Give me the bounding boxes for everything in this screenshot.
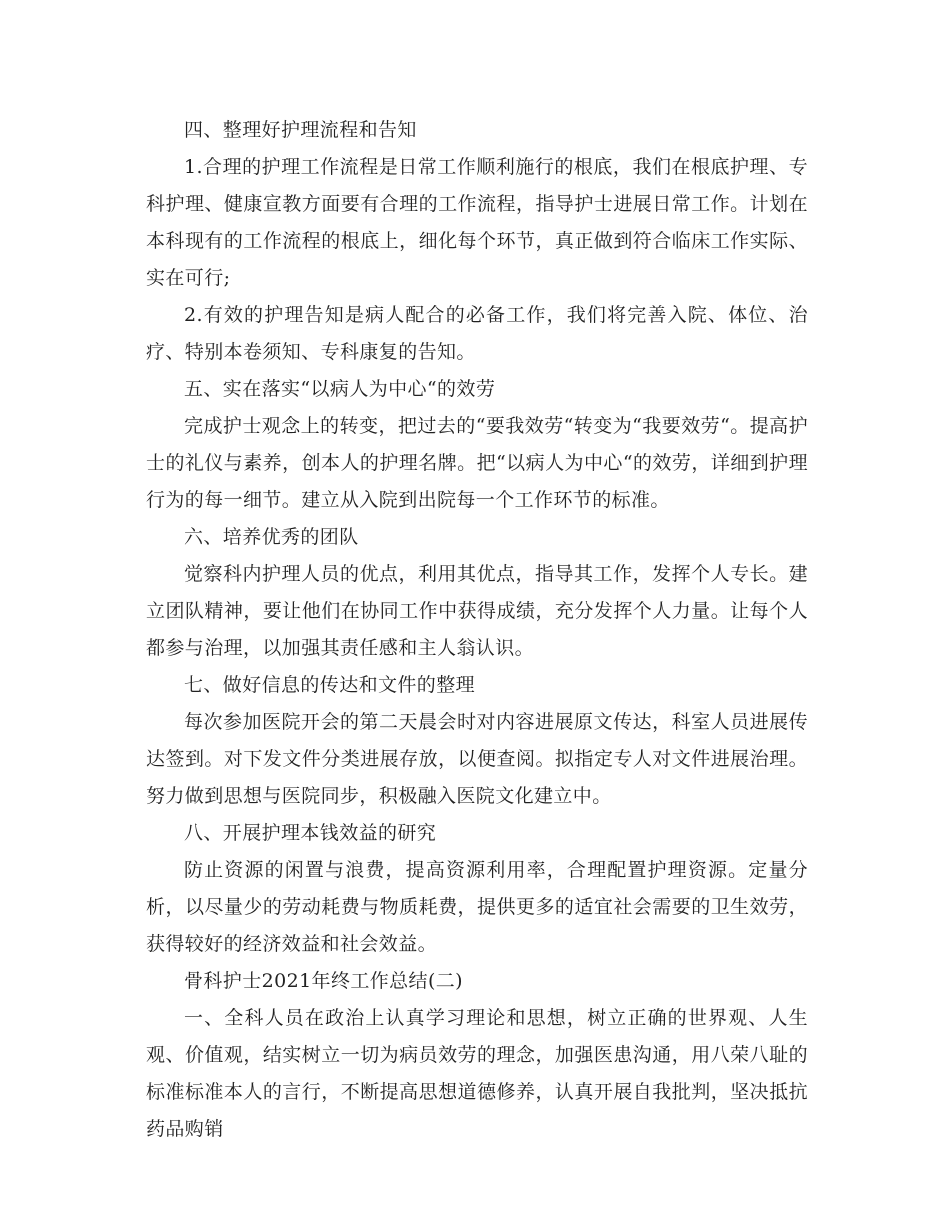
document-subtitle: 骨科护士2021年终工作总结(二) bbox=[184, 970, 463, 992]
document-body bbox=[146, 112, 808, 1148]
paragraph: 完成护士观念上的转变，把过去的“要我效劳“转变为“我要效劳“。提高护士的礼仪与素养，创本人的护理名牌。把“以病人为中心“的效劳，详细到护理行为的每一细节。建立从入院到出院每一个工作环节的标准。 bbox=[146, 415, 808, 511]
section-heading-6: 六、培养优秀的团队 bbox=[184, 526, 359, 548]
section-heading-8: 八、开展护理本钱效益的研究 bbox=[184, 822, 437, 844]
paragraph: 每次参加医院开会的第二天晨会时对内容进展原文传达，科室人员进展传达签到。对下发文件分类进展存放，以便查阅。拟指定专人对文件进展治理。努力做到思想与医院同步，积极融入医院文化建立中。 bbox=[146, 711, 808, 807]
section-heading-4: 四、整理好护理流程和告知 bbox=[184, 119, 417, 141]
paragraph: 2.有效的护理告知是病人配合的必备工作，我们将完善入院、体位、治疗、特别本卷须知、专科康复的告知。 bbox=[146, 304, 808, 363]
paragraph: 防止资源的闲置与浪费，提高资源利用率，合理配置护理资源。定量分析，以尽量少的劳动耗费与物质耗费，提供更多的适宜社会需要的卫生效劳，获得较好的经济效益和社会效益。 bbox=[146, 859, 808, 955]
section-heading-5: 五、实在落实“以病人为中心“的效劳 bbox=[184, 378, 496, 400]
paragraph: 一、全科人员在政治上认真学习理论和思想，树立正确的世界观、人生观、价值观，结实树立一切为病员效劳的理念，加强医患沟通，用八荣八耻的标准标准本人的言行，不断提高思想道德修养，认真开展自我批判，坚决抵抗药品购销 bbox=[146, 1007, 808, 1140]
paragraph: 觉察科内护理人员的优点，利用其优点，指导其工作，发挥个人专长。建立团队精神，要让他们在协同工作中获得成绩，充分发挥个人力量。让每个人都参与治理，以加强其责任感和主人翁认识。 bbox=[146, 563, 808, 659]
paragraph: 1.合理的护理工作流程是日常工作顺利施行的根底，我们在根底护理、专科护理、健康宣教方面要有合理的工作流程，指导护士进展日常工作。计划在本科现有的工作流程的根底上，细化每个环节，真正做到符合临床工作实际、实在可行; bbox=[146, 156, 808, 289]
section-heading-7: 七、做好信息的传达和文件的整理 bbox=[184, 674, 476, 696]
